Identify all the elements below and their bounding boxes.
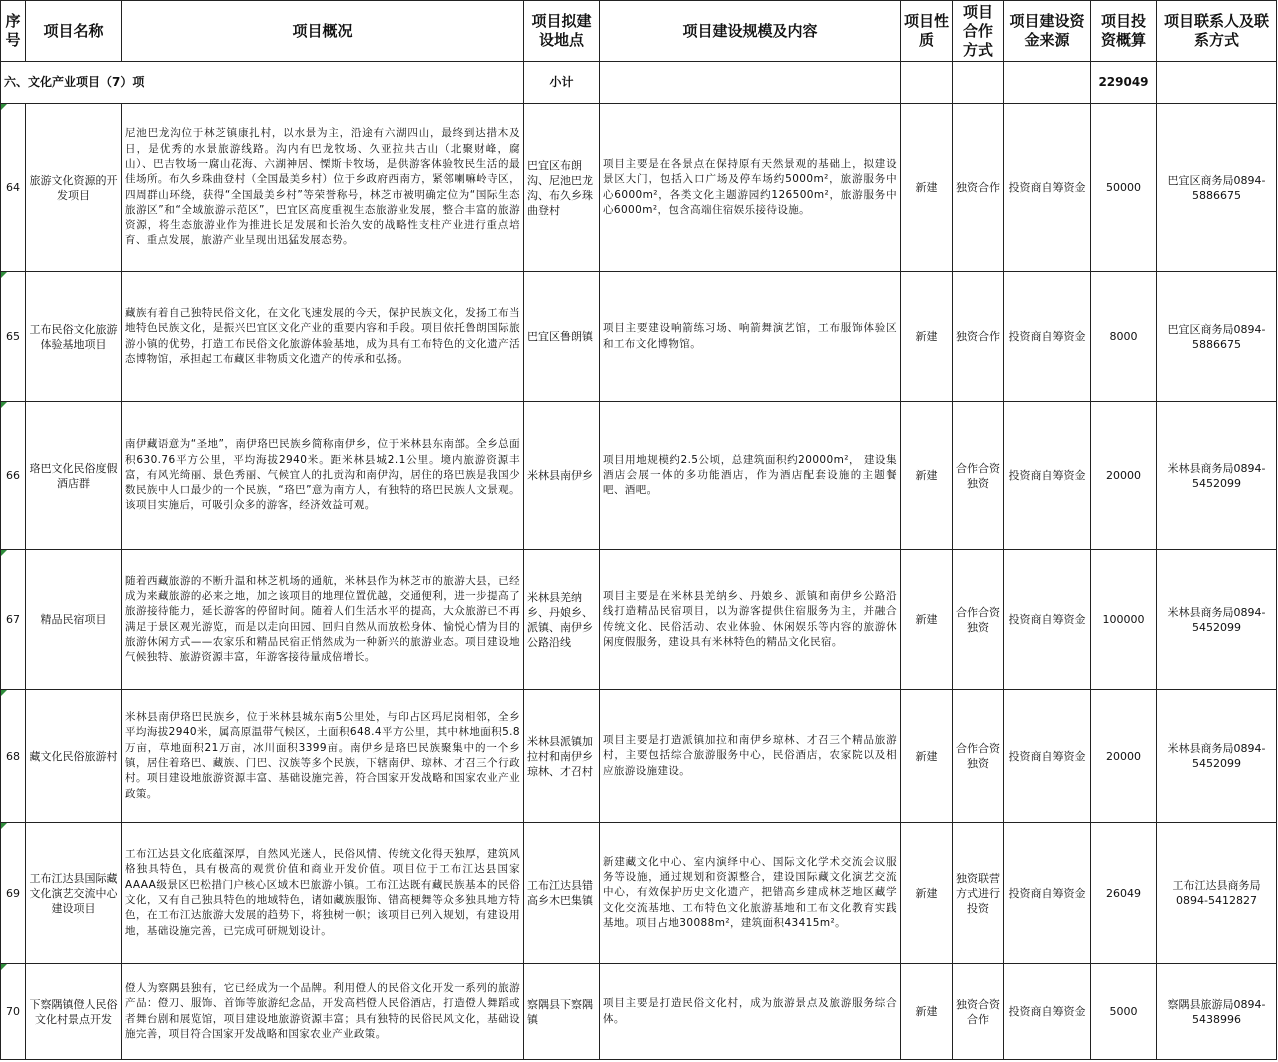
row-funding: 投资商自筹资金 (1004, 550, 1091, 690)
section-subtotal-value: 229049 (1091, 62, 1157, 104)
row-location: 巴宜区布朗沟、尼池巴龙沟、布久乡珠曲登村 (524, 104, 600, 272)
row-location: 米林县南伊乡 (524, 402, 600, 550)
row-nature: 新建 (901, 964, 953, 1060)
row-invest: 20000 (1091, 690, 1157, 823)
section-subtotal-label: 小计 (524, 62, 600, 104)
row-contact: 米林县商务局0894-5452099 (1157, 690, 1277, 823)
row-coop: 独资合资合作 (953, 964, 1004, 1060)
row-name: 旅游文化资源的开发项目 (26, 104, 122, 272)
row-invest: 5000 (1091, 964, 1157, 1060)
row-invest: 26049 (1091, 823, 1157, 964)
row-funding: 投资商自筹资金 (1004, 104, 1091, 272)
row-no: 67 (1, 550, 26, 690)
row-name: 工布民俗文化旅游体验基地项目 (26, 272, 122, 402)
row-overview: 僜人为察隅县独有，它已经成为一个品牌。利用僜人的民俗文化开发一系列的旅游产品：僜刀、服饰、首饰等旅游纪念品，开发高档僜人民俗酒店，打造僜人舞蹈或者舞台剧和展览馆，项目建设地旅游资源丰富；具有独特的民俗民风文化，基础设施完善，项目符合国家开发战略和国家农业产业政策。 (122, 964, 524, 1060)
row-invest: 20000 (1091, 402, 1157, 550)
row-no: 66 (1, 402, 26, 550)
header-invest: 项目投资概算 (1091, 1, 1157, 62)
header-contact: 项目联系人及联系方式 (1157, 1, 1277, 62)
table-row (1, 823, 1277, 964)
section-title: 六、文化产业项目（7）项 (1, 62, 524, 104)
row-overview: 藏族有着自己独特民俗文化，在文化飞速发展的今天，保护民族文化，发扬工布当地特色民族文化，是振兴巴宜区文化产业的重要内容和手段。项目依托鲁朗国际旅游小镇的优势，打造工布民俗文化旅游体验基地，成为具有工布特色的文化遗产活态博物馆，承担起工布藏区非物质文化遗产的传承和弘扬。 (122, 272, 524, 402)
row-coop: 合作合资独资 (953, 402, 1004, 550)
row-scale: 项目用地规模约2.5公顷，总建筑面积约20000m²， 建设集酒店会展一体的多功能酒店，作为酒店配套设施的主题餐吧、酒吧。 (600, 402, 901, 550)
row-funding: 投资商自筹资金 (1004, 272, 1091, 402)
row-funding: 投资商自筹资金 (1004, 690, 1091, 823)
row-scale: 项目主要是打造民俗文化村，成为旅游景点及旅游服务综合体。 (600, 964, 901, 1060)
table-row (1, 550, 1277, 690)
row-nature: 新建 (901, 550, 953, 690)
row-no: 65 (1, 272, 26, 402)
row-nature: 新建 (901, 104, 953, 272)
row-name: 精品民宿项目 (26, 550, 122, 690)
table-row (1, 104, 1277, 272)
row-coop: 独资联营方式进行投资 (953, 823, 1004, 964)
row-name: 珞巴文化民俗度假酒店群 (26, 402, 122, 550)
section-empty-cell (953, 62, 1004, 104)
row-nature: 新建 (901, 823, 953, 964)
row-no: 70 (1, 964, 26, 1060)
row-scale: 项目主要是在各景点在保持原有天然景观的基础上，拟建设景区大门，包括入口广场及停车场约5000m²，旅游服务中心6000m²，各类文化主题游园约126500m²，旅游服务中心6000m²，包含高端住宿娱乐接待设施。 (600, 104, 901, 272)
header-nature: 项目性质 (901, 1, 953, 62)
row-coop: 合作合资独资 (953, 690, 1004, 823)
section-row (1, 62, 1277, 104)
row-contact: 察隅县旅游局0894-5438996 (1157, 964, 1277, 1060)
row-scale: 项目主要建设响箭练习场、响箭舞演艺馆，工布服饰体验区和工布文化博物馆。 (600, 272, 901, 402)
row-location: 米林县派镇加拉村和南伊乡琼林、才召村 (524, 690, 600, 823)
row-location: 工布江达县错高乡木巴集镇 (524, 823, 600, 964)
header-no: 序号 (1, 1, 26, 62)
row-coop: 独资合作 (953, 272, 1004, 402)
section-empty-cell (901, 62, 953, 104)
row-no: 64 (1, 104, 26, 272)
table-row (1, 964, 1277, 1060)
row-invest: 8000 (1091, 272, 1157, 402)
row-contact: 米林县商务局0894-5452099 (1157, 550, 1277, 690)
row-funding: 投资商自筹资金 (1004, 823, 1091, 964)
row-overview: 南伊藏语意为“圣地”，南伊珞巴民族乡简称南伊乡，位于米林县东南部。全乡总面积630.76平方公里，平均海拔2940米。距米林县城2.1公里。境内旅游资源丰富，有风光绮丽、景色秀丽、气候宜人的扎贡沟和南伊沟，居住的珞巴族是我国少数民族中人口最少的一个民族，“珞巴”意为南方人，有独特的珞巴民族人文景观。该项目实施后，可吸引众多的游客，经济效益可观。 (122, 402, 524, 550)
header-overview: 项目概况 (122, 1, 524, 62)
header-scale: 项目建设规模及内容 (600, 1, 901, 62)
row-no: 69 (1, 823, 26, 964)
row-contact: 巴宜区商务局0894-5886675 (1157, 104, 1277, 272)
row-no: 68 (1, 690, 26, 823)
row-contact: 巴宜区商务局0894-5886675 (1157, 272, 1277, 402)
row-name: 藏文化民俗旅游村 (26, 690, 122, 823)
row-invest: 100000 (1091, 550, 1157, 690)
section-empty-cell (1157, 62, 1277, 104)
row-nature: 新建 (901, 690, 953, 823)
row-contact: 工布江达县商务局0894-5412827 (1157, 823, 1277, 964)
row-overview: 随着西藏旅游的不断升温和林芝机场的通航，米林县作为林芝市的旅游大县，已经成为来藏旅游的必来之地，加之该项目的地理位置优越，交通便利，进一步提高了旅游接待能力，延长游客的停留时间。随着人们生活水平的提高，大众旅游已不再满足于景区观光游览，而是以走向田园、回归自然从而放松身体、愉悦心情为目的旅游休闲方式——农家乐和精品民宿正悄然成为一种新兴的旅游业态。项目建设地气候独特、旅游资源丰富，年游客接待量成倍增长。 (122, 550, 524, 690)
header-name: 项目名称 (26, 1, 122, 62)
row-location: 米林县羌纳乡、丹娘乡、派镇、南伊乡公路沿线 (524, 550, 600, 690)
row-nature: 新建 (901, 272, 953, 402)
row-overview: 工布江达县文化底蕴深厚，自然风光迷人，民俗风情、传统文化得天独厚，建筑风格独具特色，具有极高的观赏价值和商业开发价值。项目位于工布江达县国家AAAA级景区巴松措门户核心区域木巴旅游小镇。工布江达既有藏民族基本的民俗文化，又有自己独具特色的地域特色，诸如藏族服饰、错高梗舞等众多独具地方特色，在工布江达旅游大发展的趋势下，将独树一帜；该项目已列入规划，有建设用地，基础设施完善，已完成可研规划设计。 (122, 823, 524, 964)
header-funding: 项目建设资金来源 (1004, 1, 1091, 62)
row-contact: 米林县商务局0894-5452099 (1157, 402, 1277, 550)
table-row (1, 690, 1277, 823)
row-coop: 独资合作 (953, 104, 1004, 272)
row-location: 巴宜区鲁朗镇 (524, 272, 600, 402)
row-overview: 米林县南伊珞巴民族乡，位于米林县城东南5公里处，与印占区玛尼岗相邻，全乡平均海拔2940米，属高原温带气候区，土面积648.4平方公里，其中林地面积5.8万亩，草地面积21万亩，冰川面积3399亩。南伊乡是珞巴民族聚集中的一个乡镇，居住着珞巴、藏族、门巴、汉族等多个民族，下辖南伊、琼林、才召三个行政村。项目建设地旅游资源丰富、基础设施完善，符合国家开发战略和国家农业产业政策。 (122, 690, 524, 823)
row-name: 下察隅镇僜人民俗文化村景点开发 (26, 964, 122, 1060)
row-scale: 新建藏文化中心、室内演绎中心、国际文化学术交流会议服务等设施，通过规划和资源整合，建设国际藏文化演艺交流中心，有效保护历史文化遗产，把错高乡建成林芝地区藏学文化交流基地、工布特色文化旅游基地和工布文化教育实践基地。项目占地30088m²，建筑面积43415m²。 (600, 823, 901, 964)
row-nature: 新建 (901, 402, 953, 550)
row-funding: 投资商自筹资金 (1004, 964, 1091, 1060)
row-invest: 50000 (1091, 104, 1157, 272)
row-location: 察隅县下察隅镇 (524, 964, 600, 1060)
section-empty-cell (1004, 62, 1091, 104)
header-row (1, 1, 1277, 62)
section-empty-cell (600, 62, 901, 104)
row-coop: 合作合资独资 (953, 550, 1004, 690)
header-coop: 项目合作方式 (953, 1, 1004, 62)
row-scale: 项目主要是打造派镇加拉和南伊乡琼林、才召三个精品旅游村，主要包括综合旅游服务中心，民俗酒店，农家院以及相应旅游设施建设。 (600, 690, 901, 823)
table-row (1, 402, 1277, 550)
table-row (1, 272, 1277, 402)
header-location: 项目拟建设地点 (524, 1, 600, 62)
row-overview: 尼池巴龙沟位于林芝镇康扎村，以水景为主，沿途有六湖四山，最终到达措木及日，是优秀的水景旅游线路。沟内有巴龙牧场、久亚拉共古山（北聚财峰，腐山）、巴吉牧场一腐山花海、六湖神居、慄斯卡牧场，是供游客体验牧民生活的最佳场所。布久乡珠曲登村（全国最美乡村）位于乡政府西南方，紧邻喇嘛岭寺区，四周群山环绕，获得“全国最美乡村”等荣誉称号，林芝市被明确定位为“国际生态旅游区”和“全域旅游示范区”，巴宜区高度重视生态旅游业发展，整合丰富的旅游资源，将生态旅游业作为推进长足发展和长治久安的战略性支柱产业进行重点培育、重点发展，旅游产业呈现出迅猛发展态势。 (122, 104, 524, 272)
row-funding: 投资商自筹资金 (1004, 402, 1091, 550)
row-name: 工布江达县国际藏文化演艺交流中心建设项目 (26, 823, 122, 964)
row-scale: 项目主要是在米林县羌纳乡、丹娘乡、派镇和南伊乡公路沿线打造精品民宿项目，以为游客提供住宿服务为主，并融合传统文化、民俗活动、农业体验、休闲娱乐等内容的旅游休闲度假服务，建设具有米林特色的精品文化民宿。 (600, 550, 901, 690)
